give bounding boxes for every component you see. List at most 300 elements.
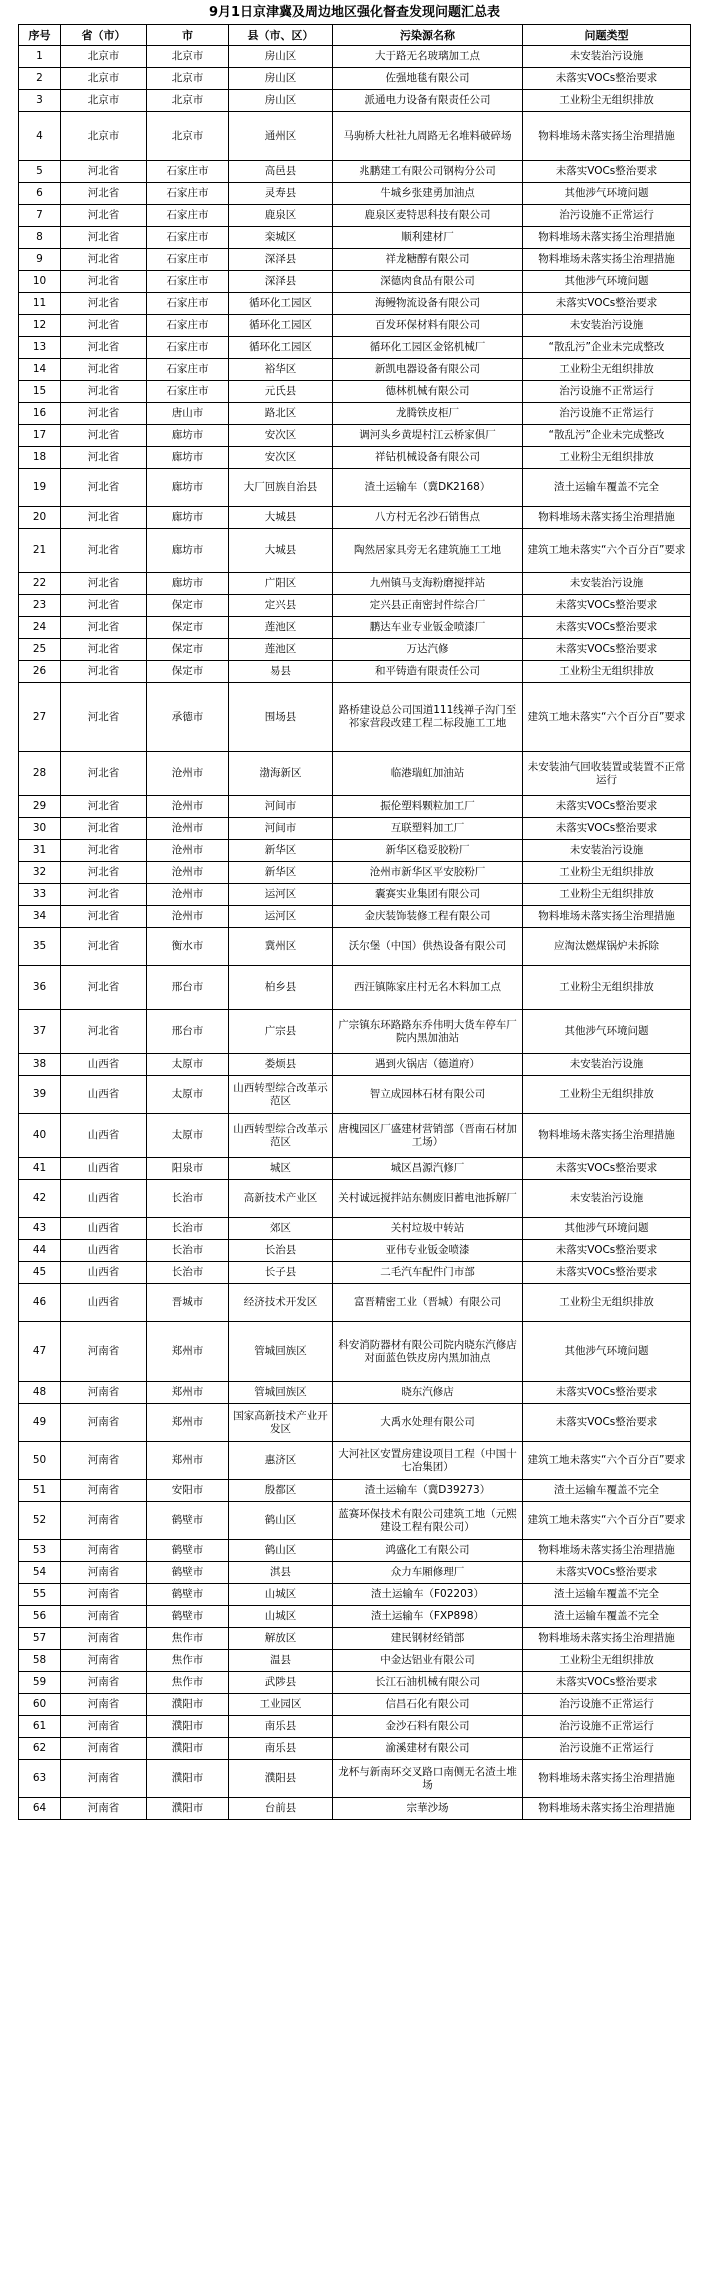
cell-issue: 建筑工地未落实“六个百分百”要求 xyxy=(523,683,691,752)
cell-source: 新凯电器设备有限公司 xyxy=(333,359,523,381)
table-body xyxy=(19,46,691,1820)
cell-city: 焦作市 xyxy=(147,1650,229,1672)
cell-province: 河南省 xyxy=(61,1738,147,1760)
cell-index: 60 xyxy=(19,1694,61,1716)
table-row xyxy=(19,403,691,425)
cell-county: 循环化工园区 xyxy=(229,293,333,315)
cell-county: 运河区 xyxy=(229,884,333,906)
cell-city: 廊坊市 xyxy=(147,425,229,447)
cell-issue: 未安装治污设施 xyxy=(523,1054,691,1076)
header-province: 省（市） xyxy=(61,25,147,46)
cell-county: 元氏县 xyxy=(229,381,333,403)
cell-province: 山西省 xyxy=(61,1180,147,1218)
cell-province: 河南省 xyxy=(61,1562,147,1584)
table-row xyxy=(19,315,691,337)
cell-source: 派通电力设备有限责任公司 xyxy=(333,90,523,112)
cell-province: 河北省 xyxy=(61,595,147,617)
cell-source: 智立成园林石材有限公司 xyxy=(333,1076,523,1114)
cell-index: 50 xyxy=(19,1442,61,1480)
cell-province: 河北省 xyxy=(61,315,147,337)
cell-city: 太原市 xyxy=(147,1114,229,1158)
cell-city: 安阳市 xyxy=(147,1480,229,1502)
cell-issue: “散乱污”企业未完成整改 xyxy=(523,425,691,447)
cell-province: 河南省 xyxy=(61,1650,147,1672)
cell-county: 栾城区 xyxy=(229,227,333,249)
cell-index: 13 xyxy=(19,337,61,359)
cell-index: 27 xyxy=(19,683,61,752)
table-row xyxy=(19,1158,691,1180)
cell-issue: 未落实VOCs整治要求 xyxy=(523,595,691,617)
cell-city: 保定市 xyxy=(147,595,229,617)
cell-province: 北京市 xyxy=(61,112,147,161)
cell-province: 山西省 xyxy=(61,1158,147,1180)
cell-issue: 应淘汰燃煤锅炉未拆除 xyxy=(523,928,691,966)
table-row xyxy=(19,507,691,529)
cell-source: 鹿泉区麦特思科技有限公司 xyxy=(333,205,523,227)
table-header-row xyxy=(19,25,691,46)
table-row xyxy=(19,884,691,906)
table-row xyxy=(19,818,691,840)
cell-index: 8 xyxy=(19,227,61,249)
cell-province: 河南省 xyxy=(61,1404,147,1442)
cell-city: 长治市 xyxy=(147,1218,229,1240)
cell-county: 温县 xyxy=(229,1650,333,1672)
cell-index: 58 xyxy=(19,1650,61,1672)
cell-issue: 物料堆场未落实扬尘治理措施 xyxy=(523,1540,691,1562)
cell-source: 渣土运输车（F02203） xyxy=(333,1584,523,1606)
cell-issue: 物料堆场未落实扬尘治理措施 xyxy=(523,112,691,161)
cell-city: 石家庄市 xyxy=(147,337,229,359)
cell-city: 北京市 xyxy=(147,68,229,90)
cell-county: 冀州区 xyxy=(229,928,333,966)
cell-city: 鹤壁市 xyxy=(147,1540,229,1562)
table-row xyxy=(19,1716,691,1738)
cell-city: 沧州市 xyxy=(147,796,229,818)
table-row xyxy=(19,1442,691,1480)
cell-index: 9 xyxy=(19,249,61,271)
cell-province: 河北省 xyxy=(61,617,147,639)
cell-source: 长江石油机械有限公司 xyxy=(333,1672,523,1694)
cell-city: 石家庄市 xyxy=(147,227,229,249)
cell-source: 大于路无名玻璃加工点 xyxy=(333,46,523,68)
cell-source: 大禹水处理有限公司 xyxy=(333,1404,523,1442)
cell-city: 太原市 xyxy=(147,1054,229,1076)
cell-index: 46 xyxy=(19,1284,61,1322)
cell-city: 廊坊市 xyxy=(147,507,229,529)
cell-city: 长治市 xyxy=(147,1262,229,1284)
cell-province: 河南省 xyxy=(61,1716,147,1738)
cell-issue: 未落实VOCs整治要求 xyxy=(523,1562,691,1584)
cell-province: 河北省 xyxy=(61,447,147,469)
cell-index: 7 xyxy=(19,205,61,227)
cell-city: 承德市 xyxy=(147,683,229,752)
cell-issue: 未安装治污设施 xyxy=(523,315,691,337)
header-source: 污染源名称 xyxy=(333,25,523,46)
cell-issue: 建筑工地未落实“六个百分百”要求 xyxy=(523,1502,691,1540)
cell-issue: 物料堆场未落实扬尘治理措施 xyxy=(523,507,691,529)
cell-province: 河北省 xyxy=(61,205,147,227)
cell-index: 45 xyxy=(19,1262,61,1284)
cell-index: 47 xyxy=(19,1322,61,1382)
cell-county: 山城区 xyxy=(229,1606,333,1628)
table-row xyxy=(19,425,691,447)
header-city: 市 xyxy=(147,25,229,46)
cell-issue: 治污设施不正常运行 xyxy=(523,1694,691,1716)
cell-province: 河北省 xyxy=(61,403,147,425)
cell-source: 顺利建材厂 xyxy=(333,227,523,249)
cell-county: 广宗县 xyxy=(229,1010,333,1054)
cell-province: 河北省 xyxy=(61,183,147,205)
table-row xyxy=(19,1322,691,1382)
cell-city: 长治市 xyxy=(147,1240,229,1262)
cell-county: 经济技术开发区 xyxy=(229,1284,333,1322)
cell-source: 和平铸造有限责任公司 xyxy=(333,661,523,683)
cell-source: 渣土运输车（FXP898） xyxy=(333,1606,523,1628)
cell-issue: 工业粉尘无组织排放 xyxy=(523,1650,691,1672)
cell-province: 河北省 xyxy=(61,529,147,573)
cell-city: 廊坊市 xyxy=(147,573,229,595)
cell-source: 龙杯与新南环交叉路口南侧无名渣土堆场 xyxy=(333,1760,523,1798)
cell-issue: 未落实VOCs整治要求 xyxy=(523,293,691,315)
cell-source: 渣土运输车（冀DK2168） xyxy=(333,469,523,507)
cell-city: 沧州市 xyxy=(147,818,229,840)
cell-source: 中金达铝业有限公司 xyxy=(333,1650,523,1672)
cell-index: 32 xyxy=(19,862,61,884)
table-row xyxy=(19,1606,691,1628)
cell-city: 濮阳市 xyxy=(147,1694,229,1716)
cell-source: 互联塑料加工厂 xyxy=(333,818,523,840)
cell-city: 衡水市 xyxy=(147,928,229,966)
cell-issue: 未安装治污设施 xyxy=(523,573,691,595)
cell-city: 保定市 xyxy=(147,617,229,639)
cell-city: 晋城市 xyxy=(147,1284,229,1322)
cell-index: 36 xyxy=(19,966,61,1010)
cell-source: 祥龙糖醇有限公司 xyxy=(333,249,523,271)
cell-source: 蓝赛环保技术有限公司建筑工地（元熙建设工程有限公司） xyxy=(333,1502,523,1540)
cell-source: 海鳗物流设备有限公司 xyxy=(333,293,523,315)
header-county: 县（市、区） xyxy=(229,25,333,46)
table-row xyxy=(19,1382,691,1404)
cell-county: 山城区 xyxy=(229,1584,333,1606)
cell-county: 大城县 xyxy=(229,507,333,529)
cell-issue: 治污设施不正常运行 xyxy=(523,1738,691,1760)
cell-county: 鹤山区 xyxy=(229,1540,333,1562)
cell-county: 房山区 xyxy=(229,46,333,68)
cell-issue: 物料堆场未落实扬尘治理措施 xyxy=(523,1798,691,1820)
cell-province: 山西省 xyxy=(61,1054,147,1076)
cell-issue: 建筑工地未落实“六个百分百”要求 xyxy=(523,1442,691,1480)
table-row xyxy=(19,249,691,271)
cell-province: 山西省 xyxy=(61,1262,147,1284)
cell-county: 广阳区 xyxy=(229,573,333,595)
cell-source: 陶然居家具旁无名建筑施工工地 xyxy=(333,529,523,573)
cell-province: 山西省 xyxy=(61,1218,147,1240)
cell-county: 通州区 xyxy=(229,112,333,161)
table-row xyxy=(19,271,691,293)
cell-index: 56 xyxy=(19,1606,61,1628)
cell-province: 河北省 xyxy=(61,928,147,966)
cell-province: 山西省 xyxy=(61,1114,147,1158)
table-row xyxy=(19,1010,691,1054)
cell-source: 信昌石化有限公司 xyxy=(333,1694,523,1716)
cell-city: 石家庄市 xyxy=(147,205,229,227)
cell-city: 廊坊市 xyxy=(147,469,229,507)
table-row xyxy=(19,1240,691,1262)
cell-issue: 未落实VOCs整治要求 xyxy=(523,818,691,840)
cell-province: 河北省 xyxy=(61,271,147,293)
table-row xyxy=(19,359,691,381)
cell-county: 柏乡县 xyxy=(229,966,333,1010)
table-row xyxy=(19,1180,691,1218)
cell-source: 新华区稳妥胶粉厂 xyxy=(333,840,523,862)
table-row xyxy=(19,1218,691,1240)
cell-source: 遇到火锅店（德道府） xyxy=(333,1054,523,1076)
table-row xyxy=(19,1054,691,1076)
cell-source: 佐强地毯有限公司 xyxy=(333,68,523,90)
cell-index: 51 xyxy=(19,1480,61,1502)
cell-county: 河间市 xyxy=(229,818,333,840)
table-row xyxy=(19,227,691,249)
cell-source: 建民钢材经销部 xyxy=(333,1628,523,1650)
cell-city: 郑州市 xyxy=(147,1382,229,1404)
table-row xyxy=(19,1694,691,1716)
table-row xyxy=(19,796,691,818)
cell-city: 石家庄市 xyxy=(147,315,229,337)
table-row xyxy=(19,469,691,507)
cell-index: 41 xyxy=(19,1158,61,1180)
cell-province: 河南省 xyxy=(61,1606,147,1628)
cell-county: 莲池区 xyxy=(229,617,333,639)
cell-source: 百发环保材料有限公司 xyxy=(333,315,523,337)
cell-issue: 物料堆场未落实扬尘治理措施 xyxy=(523,249,691,271)
cell-issue: 其他涉气环境问题 xyxy=(523,1010,691,1054)
table-row xyxy=(19,1114,691,1158)
table-row xyxy=(19,1076,691,1114)
cell-province: 河北省 xyxy=(61,796,147,818)
cell-city: 濮阳市 xyxy=(147,1738,229,1760)
table-row xyxy=(19,928,691,966)
cell-province: 河北省 xyxy=(61,683,147,752)
cell-source: 调河头乡黄堤村江云桥家俱厂 xyxy=(333,425,523,447)
cell-index: 24 xyxy=(19,617,61,639)
cell-index: 61 xyxy=(19,1716,61,1738)
cell-index: 44 xyxy=(19,1240,61,1262)
table-row xyxy=(19,966,691,1010)
cell-issue: 未落实VOCs整治要求 xyxy=(523,1262,691,1284)
cell-index: 62 xyxy=(19,1738,61,1760)
cell-province: 河北省 xyxy=(61,381,147,403)
cell-county: 长子县 xyxy=(229,1262,333,1284)
cell-source: 马驹桥大杜社九周路无名堆料破碎场 xyxy=(333,112,523,161)
cell-city: 沧州市 xyxy=(147,884,229,906)
cell-province: 河南省 xyxy=(61,1322,147,1382)
table-row xyxy=(19,1738,691,1760)
cell-index: 17 xyxy=(19,425,61,447)
cell-city: 石家庄市 xyxy=(147,381,229,403)
cell-county: 渤海新区 xyxy=(229,752,333,796)
cell-county: 管城回族区 xyxy=(229,1322,333,1382)
table-row xyxy=(19,595,691,617)
cell-issue: 未安装油气回收装置或装置不正常运行 xyxy=(523,752,691,796)
table-row xyxy=(19,1480,691,1502)
cell-county: 路北区 xyxy=(229,403,333,425)
cell-city: 保定市 xyxy=(147,661,229,683)
table-row xyxy=(19,1262,691,1284)
cell-county: 灵寿县 xyxy=(229,183,333,205)
cell-source: 二毛汽车配件门市部 xyxy=(333,1262,523,1284)
cell-province: 山西省 xyxy=(61,1240,147,1262)
cell-city: 石家庄市 xyxy=(147,249,229,271)
cell-source: 广宗镇东环路路东乔伟明大货车停车厂院内黑加油站 xyxy=(333,1010,523,1054)
table-row xyxy=(19,68,691,90)
cell-county: 山西转型综合改革示范区 xyxy=(229,1076,333,1114)
cell-issue: 未落实VOCs整治要求 xyxy=(523,796,691,818)
cell-source: 亚伟专业钣金喷漆 xyxy=(333,1240,523,1262)
cell-index: 40 xyxy=(19,1114,61,1158)
cell-index: 48 xyxy=(19,1382,61,1404)
cell-province: 河南省 xyxy=(61,1628,147,1650)
cell-city: 濮阳市 xyxy=(147,1798,229,1820)
cell-county: 管城回族区 xyxy=(229,1382,333,1404)
cell-issue: 工业粉尘无组织排放 xyxy=(523,447,691,469)
cell-issue: 未落实VOCs整治要求 xyxy=(523,617,691,639)
cell-source: 路桥建设总公司国道111线禅子沟门至祁家营段改建工程二标段施工工地 xyxy=(333,683,523,752)
cell-county: 易县 xyxy=(229,661,333,683)
cell-source: 牛城乡张建勇加油点 xyxy=(333,183,523,205)
cell-source: 渣土运输车（冀D39273） xyxy=(333,1480,523,1502)
cell-source: 临港瑞虹加油站 xyxy=(333,752,523,796)
cell-issue: 未落实VOCs整治要求 xyxy=(523,1672,691,1694)
cell-province: 河北省 xyxy=(61,1010,147,1054)
cell-source: 九州镇马支海粉磨搅拌站 xyxy=(333,573,523,595)
cell-source: 沧州市新华区平安胶粉厂 xyxy=(333,862,523,884)
cell-source: 兆鹏建工有限公司钢构分公司 xyxy=(333,161,523,183)
cell-province: 河北省 xyxy=(61,840,147,862)
table-row xyxy=(19,1540,691,1562)
cell-index: 54 xyxy=(19,1562,61,1584)
cell-source: 八方村无名沙石销售点 xyxy=(333,507,523,529)
cell-province: 河北省 xyxy=(61,966,147,1010)
cell-source: 囊赛实业集团有限公司 xyxy=(333,884,523,906)
cell-issue: 未安装治污设施 xyxy=(523,840,691,862)
cell-index: 42 xyxy=(19,1180,61,1218)
cell-county: 新华区 xyxy=(229,862,333,884)
cell-index: 39 xyxy=(19,1076,61,1114)
cell-province: 河北省 xyxy=(61,469,147,507)
cell-index: 38 xyxy=(19,1054,61,1076)
cell-issue: “散乱污”企业未完成整改 xyxy=(523,337,691,359)
cell-county: 殷都区 xyxy=(229,1480,333,1502)
table-row xyxy=(19,447,691,469)
cell-issue: 未安装治污设施 xyxy=(523,1180,691,1218)
cell-index: 55 xyxy=(19,1584,61,1606)
cell-issue: 工业粉尘无组织排放 xyxy=(523,862,691,884)
table-row xyxy=(19,1502,691,1540)
cell-issue: 工业粉尘无组织排放 xyxy=(523,90,691,112)
cell-county: 房山区 xyxy=(229,68,333,90)
cell-city: 鹤壁市 xyxy=(147,1606,229,1628)
cell-index: 14 xyxy=(19,359,61,381)
cell-province: 河北省 xyxy=(61,227,147,249)
cell-source: 鹏达车业专业钣金喷漆厂 xyxy=(333,617,523,639)
cell-county: 大城县 xyxy=(229,529,333,573)
cell-index: 26 xyxy=(19,661,61,683)
cell-index: 22 xyxy=(19,573,61,595)
cell-county: 莲池区 xyxy=(229,639,333,661)
cell-issue: 治污设施不正常运行 xyxy=(523,381,691,403)
table-row xyxy=(19,293,691,315)
cell-province: 河北省 xyxy=(61,293,147,315)
cell-issue: 工业粉尘无组织排放 xyxy=(523,359,691,381)
cell-index: 2 xyxy=(19,68,61,90)
cell-issue: 未落实VOCs整治要求 xyxy=(523,1240,691,1262)
cell-province: 北京市 xyxy=(61,46,147,68)
cell-index: 35 xyxy=(19,928,61,966)
cell-city: 濮阳市 xyxy=(147,1716,229,1738)
cell-province: 河南省 xyxy=(61,1382,147,1404)
table-row xyxy=(19,1404,691,1442)
document-title: 9月1日京津冀及周边地区强化督查发现问题汇总表 xyxy=(208,5,501,20)
cell-city: 邢台市 xyxy=(147,1010,229,1054)
cell-province: 河北省 xyxy=(61,906,147,928)
cell-issue: 建筑工地未落实“六个百分百”要求 xyxy=(523,529,691,573)
cell-county: 国家高新技术产业开发区 xyxy=(229,1404,333,1442)
table-row xyxy=(19,112,691,161)
cell-source: 循环化工园区金铭机械厂 xyxy=(333,337,523,359)
table-row xyxy=(19,381,691,403)
cell-province: 河南省 xyxy=(61,1442,147,1480)
cell-issue: 未落实VOCs整治要求 xyxy=(523,1158,691,1180)
cell-issue: 渣土运输车覆盖不完全 xyxy=(523,1606,691,1628)
cell-province: 河南省 xyxy=(61,1502,147,1540)
cell-county: 鹤山区 xyxy=(229,1502,333,1540)
cell-source: 关村诚远搅拌站东侧废旧蓄电池拆解厂 xyxy=(333,1180,523,1218)
table-row xyxy=(19,752,691,796)
cell-index: 31 xyxy=(19,840,61,862)
cell-source: 关村垃圾中转站 xyxy=(333,1218,523,1240)
cell-province: 河北省 xyxy=(61,161,147,183)
cell-province: 河南省 xyxy=(61,1672,147,1694)
cell-province: 河北省 xyxy=(61,573,147,595)
cell-city: 石家庄市 xyxy=(147,293,229,315)
table-row xyxy=(19,840,691,862)
table-row xyxy=(19,906,691,928)
cell-issue: 治污设施不正常运行 xyxy=(523,1716,691,1738)
cell-index: 25 xyxy=(19,639,61,661)
cell-province: 河北省 xyxy=(61,425,147,447)
table-row xyxy=(19,683,691,752)
cell-county: 深泽县 xyxy=(229,271,333,293)
cell-county: 武陟县 xyxy=(229,1672,333,1694)
cell-city: 沧州市 xyxy=(147,862,229,884)
cell-city: 北京市 xyxy=(147,90,229,112)
cell-index: 33 xyxy=(19,884,61,906)
cell-issue: 未安装治污设施 xyxy=(523,46,691,68)
cell-city: 鹤壁市 xyxy=(147,1562,229,1584)
table-row xyxy=(19,617,691,639)
cell-province: 河北省 xyxy=(61,507,147,529)
cell-county: 工业园区 xyxy=(229,1694,333,1716)
cell-index: 64 xyxy=(19,1798,61,1820)
table-row xyxy=(19,90,691,112)
issues-table xyxy=(18,24,691,1820)
cell-province: 河南省 xyxy=(61,1480,147,1502)
cell-issue: 渣土运输车覆盖不完全 xyxy=(523,1480,691,1502)
cell-province: 河南省 xyxy=(61,1694,147,1716)
cell-index: 43 xyxy=(19,1218,61,1240)
cell-city: 沧州市 xyxy=(147,906,229,928)
cell-city: 鹤壁市 xyxy=(147,1584,229,1606)
